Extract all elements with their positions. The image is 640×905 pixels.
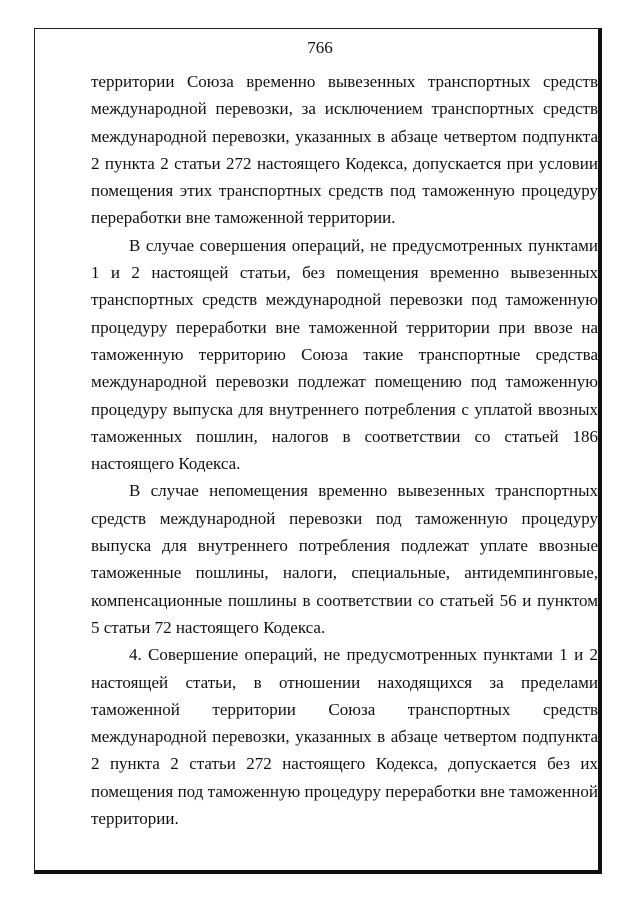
page-number: 766 <box>307 38 333 57</box>
paragraph-item-4: 4. Совершение операций, не предусмотренных пунктами 1 и 2 настоящей статьи, в отношении находящихся за пределами таможенной территории Союза транспортных средств международной перевозки, указанных в абзаце четвертом подпункта 2 пункта 2 статьи 272 настоящего Кодекса, допускается без их помещения под таможенную процедуру переработки вне таможенной территории. <box>91 645 598 829</box>
paragraph-continuation: территории Союза временно вывезенных транспортных средств международной перевозки, за исключением транспортных средств международной перевозки, указанных в абзаце четвертом подпункта 2 пункта 2 статьи 272 настоящего Кодекса, допускается при условии помещения этих транспортных средств под таможенную процедуру переработки вне таможенной территории. <box>91 72 598 228</box>
paragraph-operations-without-procedure: В случае совершения операций, не предусмотренных пунктами 1 и 2 настоящей статьи, без помещения временно вывезенных транспортных средств международной перевозки под таможенную процедуру переработки вне таможенной территории при ввозе на таможенную территорию Союза такие транспортные средства международной перевозки подлежат помещению под таможенную процедуру выпуска для внутреннего потребления с уплатой ввозных таможенных пошлин, налогов в соответствии со статьей 186 настоящего Кодекса. <box>91 235 598 474</box>
paragraph-non-placement: В случае непомещения временно вывезенных транспортных средств международной перевозки под таможенную процедуру выпуска для внутреннего потребления подлежат уплате ввозные таможенные пошлины, налоги, специальные, антидемпинговые, компенсационные пошлины в соответствии со статьей 56 и пунктом 5 статьи 72 настоящего Кодекса. <box>91 481 598 637</box>
document-body <box>91 68 598 832</box>
